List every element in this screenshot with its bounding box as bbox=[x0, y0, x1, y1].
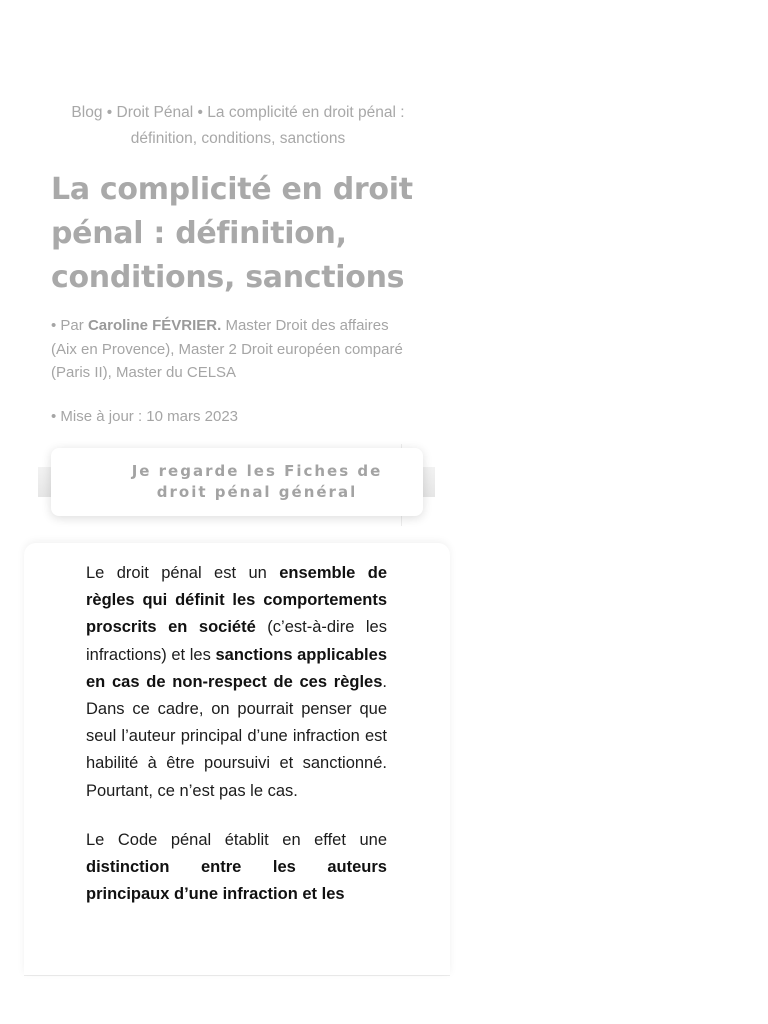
text-run: . Dans ce cadre, on pourrait penser que seul l’auteur principal d’une infraction est habilité à être poursuivi et sanctionné. Pourtant, ce n’est pas le cas. bbox=[86, 672, 387, 800]
fiches-droit-penal-button[interactable] bbox=[51, 448, 423, 516]
author-prefix: • Par bbox=[51, 317, 88, 334]
bold-text-run: distinction entre les auteurs principaux d’une infraction et les bbox=[86, 858, 387, 904]
paragraph bbox=[86, 560, 387, 805]
author-bio: Master Droit des affaires (Aix en Provence), Master 2 Droit européen comparé (Paris II), Master du CELSA bbox=[51, 317, 403, 381]
author-line bbox=[51, 314, 411, 385]
breadcrumb-separator: • bbox=[197, 104, 203, 121]
text-run: Le droit pénal est un bbox=[86, 564, 280, 582]
updated-date: • Mise à jour : 10 mars 2023 bbox=[51, 408, 239, 425]
author-name: Caroline FÉVRIER. bbox=[87, 317, 222, 334]
bold-text-run: ensemble de règles qui définit les comportements proscrits en société bbox=[86, 564, 387, 637]
article-body bbox=[86, 560, 387, 930]
breadcrumb-current: La complicité en droit pénal : définition, conditions, sanctions bbox=[130, 104, 405, 147]
article-body-card bbox=[24, 543, 450, 975]
paragraph bbox=[86, 827, 387, 909]
text-run: (c’est-à-dire les infractions) et les bbox=[86, 618, 387, 664]
text-run: Le Code pénal établit en effet une bbox=[86, 830, 387, 849]
page-title: La complicité en droit pénal : définition, conditions, sanctions bbox=[51, 172, 413, 295]
breadcrumb-link-blog[interactable]: Blog bbox=[71, 104, 103, 121]
breadcrumb-separator: • bbox=[106, 104, 113, 121]
breadcrumb bbox=[50, 100, 426, 152]
bold-text-run: sanctions applicables en cas de non-respect de ces règles bbox=[86, 645, 387, 691]
breadcrumb-link-droit-penal[interactable]: Droit Pénal bbox=[116, 104, 194, 121]
fiches-button-label: Je regarde les Fiches de droit pénal général bbox=[131, 462, 383, 501]
